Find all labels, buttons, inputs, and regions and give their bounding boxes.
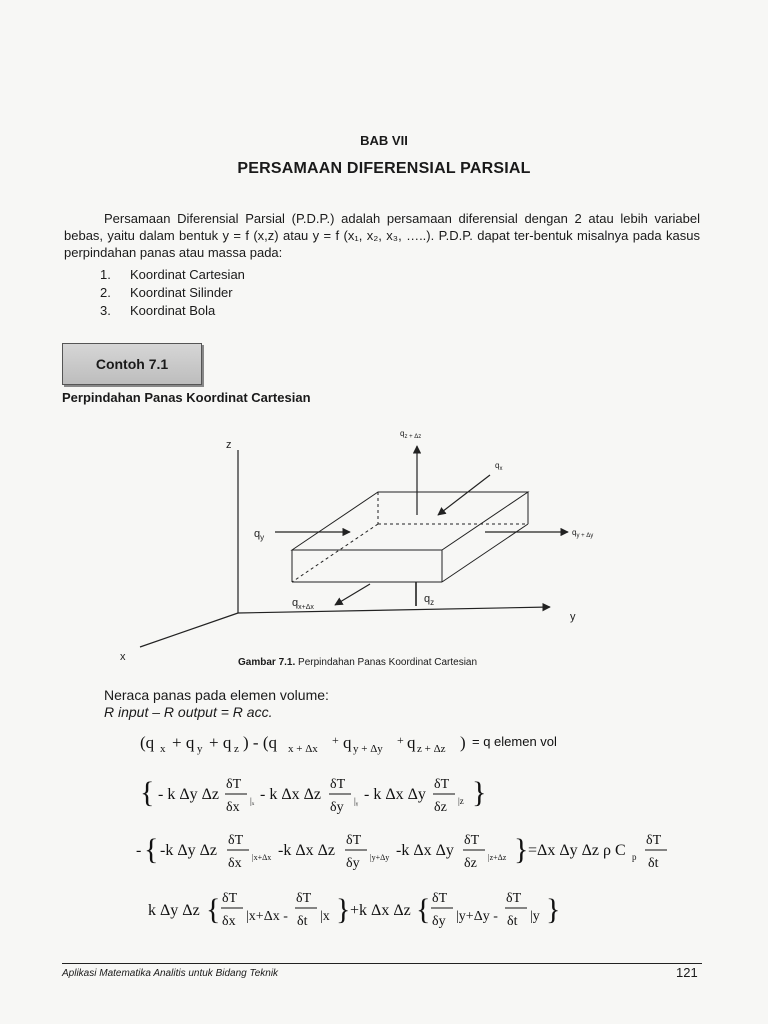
y-axis — [238, 607, 550, 613]
list-item-number: 2. — [100, 285, 111, 300]
q-x-dx-arrow — [335, 584, 370, 605]
svg-text:x: x — [160, 743, 166, 755]
q-x-label: $q_x$ — [495, 461, 503, 472]
list-item — [100, 302, 245, 320]
svg-text:-: - — [136, 842, 142, 859]
q-z-dz-label: $q_{z + \Delta z}$ — [400, 429, 422, 440]
page-title: PERSAMAAN DIFERENSIAL PARSIAL — [237, 160, 531, 177]
z-axis-label: z — [226, 439, 232, 451]
page-number: 121 — [676, 965, 698, 980]
svg-text:-k Δx Δy: -k Δx Δy — [396, 842, 454, 859]
q-x-dx-label: $q_{x+\Delta x}$ — [292, 597, 314, 611]
svg-text:+ q: + q — [172, 733, 195, 752]
volume-element — [292, 492, 528, 582]
svg-text:): ) — [460, 733, 466, 752]
svg-text:x + Δx: x + Δx — [288, 743, 318, 755]
svg-text:δz: δz — [464, 856, 477, 871]
svg-text:δx: δx — [226, 800, 240, 815]
svg-text:-k Δx Δz: -k Δx Δz — [278, 842, 336, 859]
q-y-dy-label: $q_{y + \Delta y}$ — [572, 528, 594, 539]
svg-text:δT: δT — [226, 777, 242, 792]
svg-text:δx: δx — [222, 914, 236, 929]
x-axis — [140, 613, 238, 647]
list-item-number: 1. — [100, 267, 111, 282]
caption-label: Gambar 7.1. — [238, 657, 296, 668]
figure-caption — [238, 657, 477, 668]
list-item — [100, 266, 245, 284]
list-item-text: Koordinat Bola — [130, 303, 216, 318]
svg-text:δT: δT — [296, 891, 312, 906]
svg-text:δt: δt — [648, 856, 659, 871]
svg-text:{: { — [140, 776, 155, 809]
list-item-text: Koordinat Cartesian — [130, 267, 245, 282]
svg-text:- k Δx Δz: - k Δx Δz — [260, 786, 322, 803]
svg-text:δy: δy — [330, 800, 344, 815]
svg-text:=Δx Δy Δz ρ C: =Δx Δy Δz ρ C — [528, 842, 626, 859]
svg-text:|x+Δx -: |x+Δx - — [246, 909, 288, 924]
svg-text:δT: δT — [346, 833, 362, 848]
svg-text:|x: |x — [320, 909, 330, 924]
intro-paragraph — [64, 210, 700, 261]
svg-text:z + Δz: z + Δz — [417, 743, 446, 755]
svg-text:-k Δy Δz: -k Δy Δz — [160, 842, 218, 859]
footer-divider — [62, 963, 702, 964]
svg-text:|ₓ: |ₓ — [250, 796, 255, 806]
svg-text:δT: δT — [330, 777, 346, 792]
svg-text:+: + — [332, 733, 339, 747]
svg-text:|y+Δy: |y+Δy — [370, 853, 390, 862]
svg-text:δt: δt — [507, 914, 518, 929]
svg-text:- k Δy Δz: - k Δy Δz — [158, 786, 220, 803]
equation-3 — [136, 833, 667, 871]
example-label: Contoh 7.1 — [95, 356, 169, 372]
q-x-arrow — [438, 475, 490, 515]
heat-balance-intro: Neraca panas pada elemen volume: — [104, 687, 329, 703]
rate-balance: R input – R output = R acc. — [104, 704, 273, 720]
svg-text:- k Δx Δy: - k Δx Δy — [364, 786, 426, 803]
svg-text:}: } — [514, 833, 529, 866]
svg-text:q: q — [343, 733, 352, 752]
svg-text:{: { — [206, 893, 221, 926]
svg-text:δt: δt — [297, 914, 308, 929]
coordinate-list — [100, 266, 245, 320]
balance-equations — [100, 722, 720, 952]
svg-text:{: { — [144, 833, 159, 866]
q-z-label: $q_z$ — [424, 593, 435, 607]
svg-text:k Δy Δz: k Δy Δz — [148, 902, 200, 919]
subsection-heading: Perpindahan Panas Koordinat Cartesian — [62, 390, 311, 405]
svg-text:+ q: + q — [209, 733, 232, 752]
svg-text:}: } — [472, 776, 487, 809]
caption-text: Perpindahan Panas Koordinat Cartesian — [295, 657, 478, 668]
svg-text:z: z — [234, 743, 239, 755]
list-item-number: 3. — [100, 303, 111, 318]
svg-text:δT: δT — [464, 833, 480, 848]
list-item — [100, 284, 245, 302]
svg-text:y + Δy: y + Δy — [353, 743, 383, 755]
svg-text:|z: |z — [458, 796, 464, 806]
svg-text:δT: δT — [506, 891, 522, 906]
equation-2 — [140, 776, 486, 815]
svg-text:q: q — [407, 733, 416, 752]
x-axis-label: x — [120, 651, 126, 663]
svg-text:}: } — [336, 893, 351, 926]
svg-text:}: } — [546, 893, 561, 926]
equation-1 — [140, 733, 557, 755]
svg-text:+k Δx Δz: +k Δx Δz — [350, 902, 411, 919]
y-axis-label: y — [570, 611, 576, 623]
svg-text:δT: δT — [646, 833, 662, 848]
svg-text:δz: δz — [434, 800, 447, 815]
svg-text:|y: |y — [530, 909, 540, 924]
svg-text:|z+Δz: |z+Δz — [488, 853, 507, 862]
svg-text:δy: δy — [346, 856, 360, 871]
equation-4 — [148, 891, 560, 929]
svg-text:) - (q: ) - (q — [243, 733, 277, 752]
svg-text:δy: δy — [432, 914, 446, 929]
svg-text:|y+Δy -: |y+Δy - — [456, 909, 498, 924]
chapter-heading: BAB VII — [360, 133, 408, 148]
svg-text:δT: δT — [222, 891, 238, 906]
example-label-box — [62, 343, 202, 385]
equation-1-rhs: = q elemen vol — [472, 734, 557, 749]
q-y-label: $q_y$ — [254, 528, 265, 542]
intro-text: Persamaan Diferensial Parsial (P.D.P.) adalah persamaan diferensial dengan 2 atau lebih variabel bebas, yaitu dalam bentuk y = f (x,z) atau y = f (x₁, x₂, x₃, …..). P.D.P. dapat ter-bentuk misalnya pada kasus perpindahan panas atau massa pada: — [64, 211, 700, 260]
svg-text:|ᵧ: |ᵧ — [354, 796, 359, 806]
footer-book-title: Aplikasi Matematika Analitis untuk Bidang Teknik — [62, 968, 279, 979]
svg-text:y: y — [197, 743, 203, 755]
svg-text:+: + — [397, 733, 404, 747]
svg-text:(q: (q — [140, 733, 155, 752]
svg-text:|x+Δx: |x+Δx — [252, 853, 272, 862]
svg-text:δx: δx — [228, 856, 242, 871]
svg-text:p: p — [632, 852, 637, 862]
svg-text:δT: δT — [434, 777, 450, 792]
svg-text:δT: δT — [432, 891, 448, 906]
svg-text:δT: δT — [228, 833, 244, 848]
svg-text:{: { — [416, 893, 431, 926]
list-item-text: Koordinat Silinder — [130, 285, 233, 300]
